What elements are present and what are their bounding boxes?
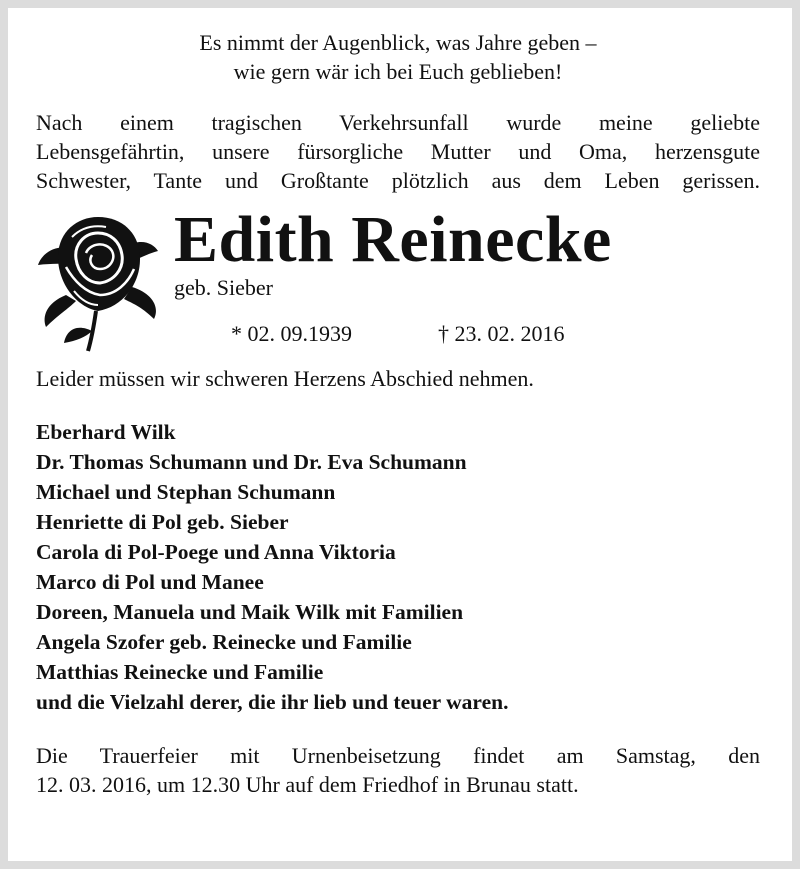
mourner-item: Marco di Pol und Manee xyxy=(36,570,264,594)
deceased-block xyxy=(36,203,760,353)
mourner-item: Doreen, Manuela und Maik Wilk mit Familien xyxy=(36,600,464,624)
motto-line-2: wie gern wär ich bei Euch geblieben! xyxy=(233,59,563,84)
service-line-2: 12. 03. 2016, um 12.30 Uhr auf dem Friedhof in Brunau statt. xyxy=(36,772,579,797)
intro-line-3: Schwester, Tante und Großtante plötzlich aus dem Leben gerissen. xyxy=(36,168,760,193)
mourner-item: Carola di Pol-Poege und Anna Viktoria xyxy=(36,540,396,564)
mourner-item: Angela Szofer geb. Reinecke und Familie xyxy=(36,630,412,654)
service-line-1: Die Trauerfeier mit Urnenbeisetzung findet am Samstag, den xyxy=(36,743,760,768)
life-dates xyxy=(231,321,565,347)
mourner-item: Eberhard Wilk xyxy=(36,420,176,444)
rose-icon xyxy=(36,207,160,353)
mourner-item: und die Vielzahl derer, die ihr lieb und teuer waren. xyxy=(36,690,509,714)
mourner-item: Matthias Reinecke und Familie xyxy=(36,660,324,684)
maiden-name: geb. Sieber xyxy=(174,275,273,300)
deceased-name: Edith Reinecke xyxy=(174,203,612,276)
mourner-item: Michael und Stephan Schumann xyxy=(36,480,336,504)
intro-line-1: Nach einem tragischen Verkehrsunfall wurde meine geliebte xyxy=(36,110,760,135)
motto xyxy=(36,28,760,86)
birth-date: * 02. 09.1939 xyxy=(231,321,352,346)
motto-line-1: Es nimmt der Augenblick, was Jahre geben – xyxy=(199,30,597,55)
mourners-list xyxy=(36,417,760,717)
mourner-item: Henriette di Pol geb. Sieber xyxy=(36,510,289,534)
farewell-text: Leider müssen wir schweren Herzens Abschied nehmen. xyxy=(36,366,534,391)
death-date: † 23. 02. 2016 xyxy=(438,321,565,346)
intro-line-2: Lebensgefährtin, unsere fürsorgliche Mutter und Oma, herzensgute xyxy=(36,139,760,164)
intro-text xyxy=(36,108,760,195)
service-info xyxy=(36,741,760,799)
mourner-item: Dr. Thomas Schumann und Dr. Eva Schumann xyxy=(36,450,467,474)
